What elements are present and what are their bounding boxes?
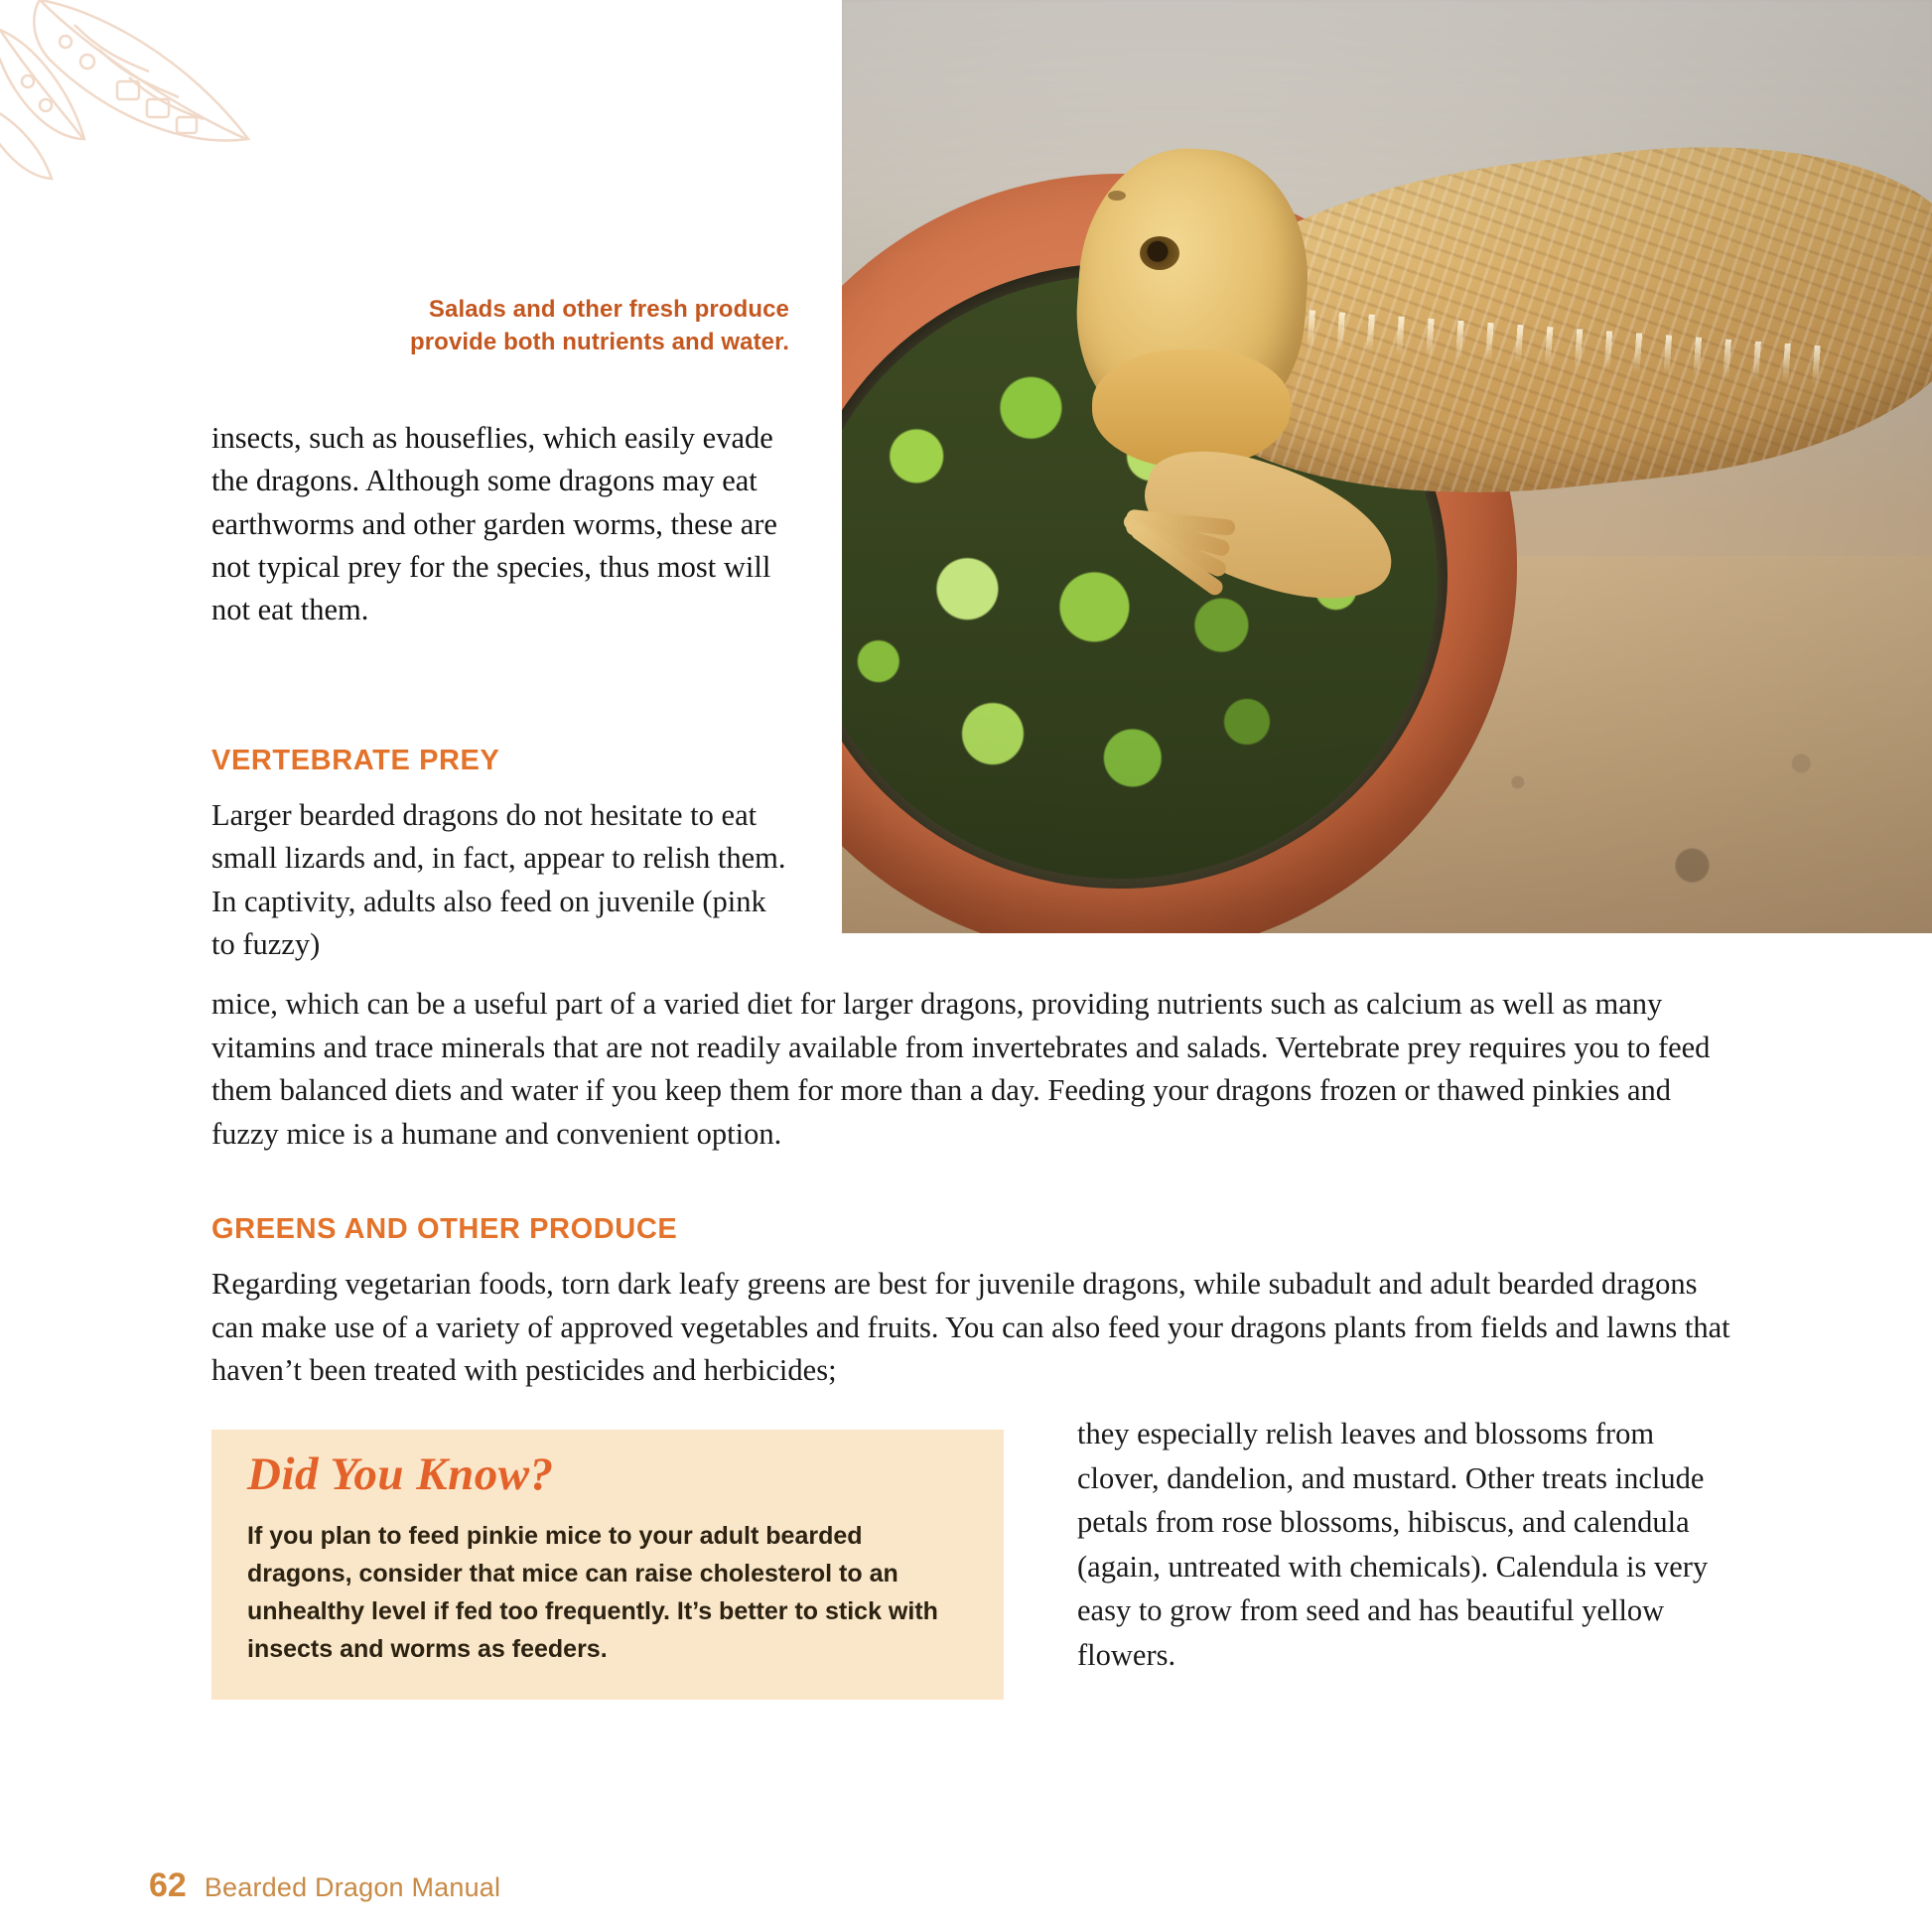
heading-vertebrate-prey: VERTEBRATE PREY bbox=[211, 745, 500, 776]
photo-caption: Salads and other fresh produce provide both nutrients and water. bbox=[409, 296, 789, 355]
vertebrate-prey-narrow-text: Larger bearded dragons do not hesitate to eat small lizards and, in fact, appear to relish them. In captivity, adults also feed on juvenile (pink to fuzzy) bbox=[211, 798, 786, 961]
photo-vignette bbox=[842, 0, 1932, 933]
heading-greens-and-other-produce: GREENS AND OTHER PRODUCE bbox=[211, 1213, 678, 1245]
vertebrate-prey-full-text: mice, which can be a useful part of a varied diet for larger dragons, providing nutrients such as calcium as well as many vitamins and trace minerals that are not readily available from invertebrates and salads. Vertebrate prey requires you to feed them balanced diets and water if you keep them for more than a day. Feeding your dragons frozen or thawed pinkies and fuzzy mice is a humane and convenient option. bbox=[211, 987, 1711, 1151]
intro-paragraph bbox=[211, 417, 789, 631]
greens-right-column-text: they especially relish leaves and blossoms from clover, dandelion, and mustard. Other treats include petals from rose blossoms, hibiscus, and calendula (again, untreated with chemicals). Calendula is very easy to grow from seed and has beautiful yellow flowers. bbox=[1077, 1417, 1709, 1672]
did-you-know-box bbox=[211, 1430, 1004, 1700]
bearded-dragon-photo bbox=[842, 0, 1932, 933]
did-you-know-body: If you plan to feed pinkie mice to your adult bearded dragons, consider that mice can raise cholesterol to an unhealthy level if fed too frequently. It’s better to stick with insects and worms as feeders. bbox=[247, 1522, 938, 1663]
page-footer bbox=[149, 1866, 500, 1905]
book-title: Bearded Dragon Manual bbox=[204, 1872, 501, 1902]
greens-full-text: Regarding vegetarian foods, torn dark leafy greens are best for juvenile dragons, while subadult and adult bearded dragons can make use of a variety of approved vegetables and fruits. You can also feed your dragons plants from fields and lawns that haven’t been treated with pesticides and herbicides; bbox=[211, 1267, 1730, 1388]
page-number: 62 bbox=[149, 1866, 187, 1904]
intro-paragraph-text: insects, such as houseflies, which easily evade the dragons. Although some dragons may eat earthworms and other garden worms, these are not typical prey for the species, thus most will not eat them. bbox=[211, 421, 777, 627]
leaf-decoration-icon bbox=[0, 0, 357, 248]
did-you-know-title: Did You Know? bbox=[247, 1449, 554, 1500]
